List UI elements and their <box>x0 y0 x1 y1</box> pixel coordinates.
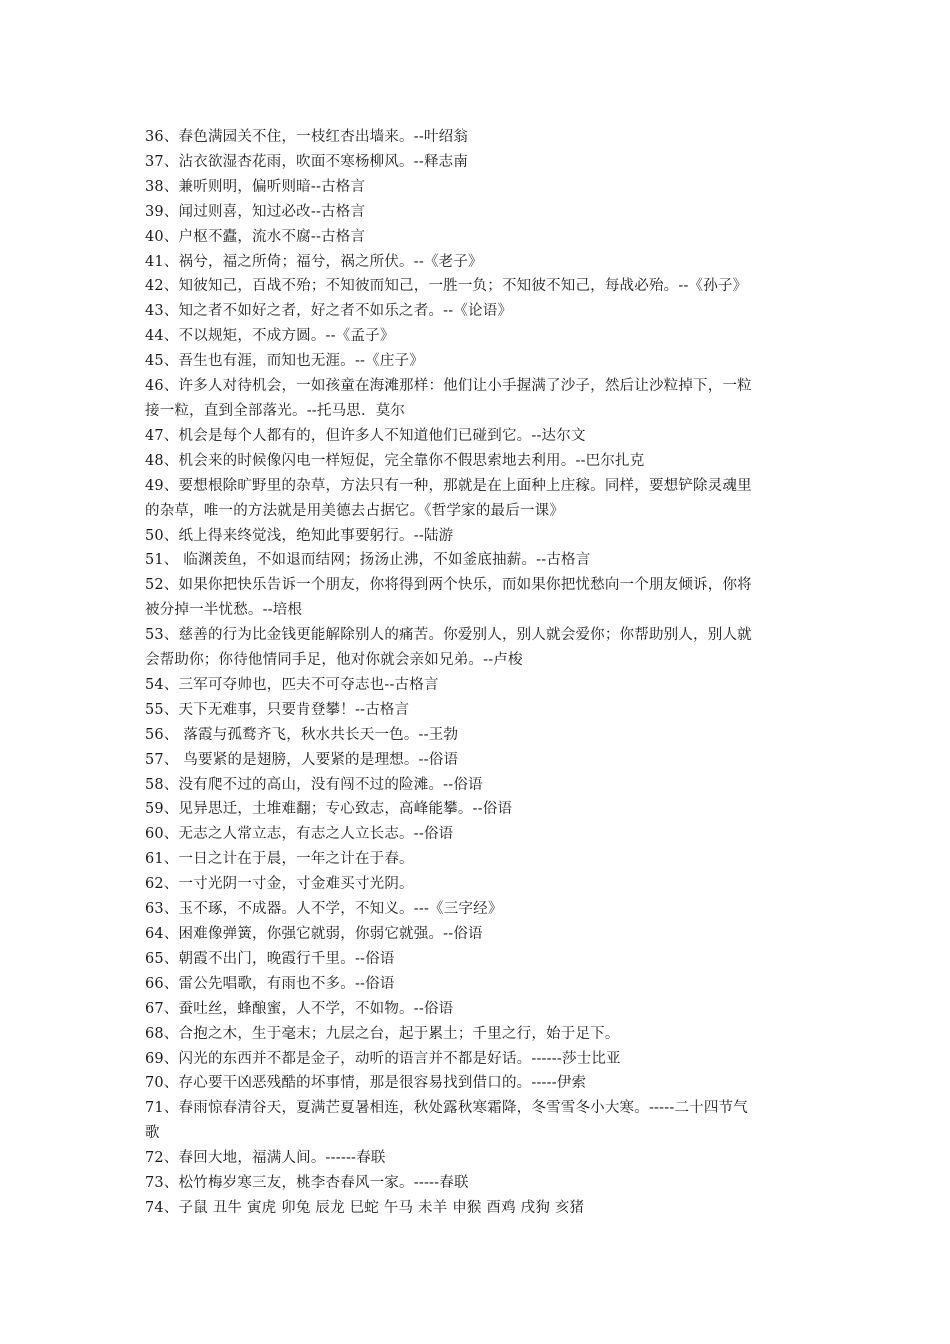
text-line: 71、春雨惊春清谷天，夏满芒夏暑相连，秋处露秋寒霜降，冬雪雪冬小大寒。-----二十四节气 <box>145 1100 748 1117</box>
text-line: 48、机会来的时候像闪电一样短促，完全靠你不假思索地去利用。--巴尔扎克 <box>145 452 645 469</box>
text-line: 63、玉不琢，不成器。人不学，不知义。---《三字经》 <box>145 901 503 918</box>
text-line: 68、合抱之木，生于毫末；九层之台，起于累土；千里之行，始于足下。 <box>145 1025 620 1042</box>
text-line: 66、雷公先唱歌，有雨也不多。--俗语 <box>145 975 395 992</box>
text-line: 42、知彼知己，百战不殆；不知彼而知己，一胜一负；不知彼不知己，每战必殆。--《孙子》 <box>145 278 748 295</box>
text-line: 49、要想根除旷野里的杂草，方法只有一种，那就是在上面种上庄稼。同样，要想铲除灵魂里 <box>145 477 752 494</box>
text-line: 接一粒，直到全部落光。--托马思．莫尔 <box>145 402 406 419</box>
text-line: 50、纸上得来终觉浅，绝知此事要躬行。--陆游 <box>145 527 454 544</box>
text-line: 53、慈善的行为比金钱更能解除别人的痛苦。你爱别人，别人就会爱你；你帮助别人，别人就 <box>145 627 752 644</box>
text-line: 69、闪光的东西并不都是金子，动听的语言并不都是好话。------莎士比亚 <box>145 1050 621 1067</box>
text-line: 61、一日之计在于晨，一年之计在于春。 <box>145 851 414 868</box>
text-line: 40、户枢不蠹，流水不腐--古格言 <box>145 228 366 245</box>
document-body <box>145 125 815 1221</box>
text-line: 55、天下无难事，只要肯登攀！--古格言 <box>145 701 410 718</box>
text-line: 46、许多人对待机会，一如孩童在海滩那样：他们让小手握满了沙子，然后让沙粒掉下，一粒 <box>145 378 752 395</box>
text-line: 52、如果你把快乐告诉一个朋友，你将得到两个快乐，而如果你把忧愁向一个朋友倾诉，你将 <box>145 577 752 594</box>
text-line: 57、 鸟要紧的是翅膀，人要紧的是理想。--俗语 <box>145 751 459 768</box>
text-line: 74、子鼠 丑牛 寅虎 卯兔 辰龙 巳蛇 午马 未羊 申猴 酉鸡 戌狗 亥猪 <box>145 1199 585 1216</box>
text-line: 41、祸兮，福之所倚；福兮，祸之所伏。--《老子》 <box>145 253 483 270</box>
text-line: 37、沾衣欲湿杏花雨，吹面不寒杨柳风。--释志南 <box>145 153 469 170</box>
text-line: 47、机会是每个人都有的，但许多人不知道他们已碰到它。--达尔文 <box>145 427 586 444</box>
text-line: 73、松竹梅岁寒三友，桃李杏春风一家。-----春联 <box>145 1175 469 1192</box>
text-line: 59、见异思迁，土堆难翻；专心致志，高峰能攀。--俗语 <box>145 801 513 818</box>
text-line: 38、兼听则明，偏听则暗--古格言 <box>145 178 366 195</box>
text-line: 45、吾生也有涯，而知也无涯。--《庄子》 <box>145 353 424 370</box>
text-line: 65、朝霞不出门，晚霞行千里。--俗语 <box>145 950 395 967</box>
text-line: 44、不以规矩，不成方圆。--《孟子》 <box>145 328 395 345</box>
text-line: 62、一寸光阴一寸金，寸金难买寸光阴。 <box>145 876 414 893</box>
text-line: 64、困难像弹簧，你强它就弱，你弱它就强。--俗语 <box>145 926 483 942</box>
text-line: 56、 落霞与孤鹜齐飞，秋水共长天一色。--王勃 <box>145 726 459 743</box>
text-line: 36、春色满园关不住，一枝红杏出墙来。--叶绍翁 <box>145 129 469 145</box>
text-line: 60、无志之人常立志，有志之人立长志。--俗语 <box>145 826 454 843</box>
text-line: 70、存心要干凶恶残酷的坏事情，那是很容易找到借口的。-----伊索 <box>145 1075 587 1092</box>
text-line: 72、春回大地，福满人间。------春联 <box>145 1150 386 1167</box>
text-line: 歌 <box>145 1125 160 1142</box>
text-line: 会帮助你；你待他情同手足，他对你就会亲如兄弟。--卢梭 <box>145 652 523 669</box>
text-line: 58、没有爬不过的高山，没有闯不过的险滩。--俗语 <box>145 776 483 793</box>
text-line: 的杂草，唯一的方法就是用美德去占据它。《哲学家的最后一课》 <box>145 502 565 519</box>
text-line: 67、蚕吐丝，蜂酿蜜，人不学，不如物。--俗语 <box>145 1000 454 1017</box>
text-line: 51、 临渊羡鱼，不如退而结网；扬汤止沸，不如釜底抽薪。--古格言 <box>145 552 591 569</box>
text-line: 54、三军可夺帅也，匹夫不可夺志也--古格言 <box>145 676 439 693</box>
text-line: 43、知之者不如好之者，好之者不如乐之者。--《论语》 <box>145 303 513 320</box>
text-line: 被分掉一半忧愁。--培根 <box>145 602 303 619</box>
text-line: 39、闻过则喜，知过必改--古格言 <box>145 203 366 220</box>
